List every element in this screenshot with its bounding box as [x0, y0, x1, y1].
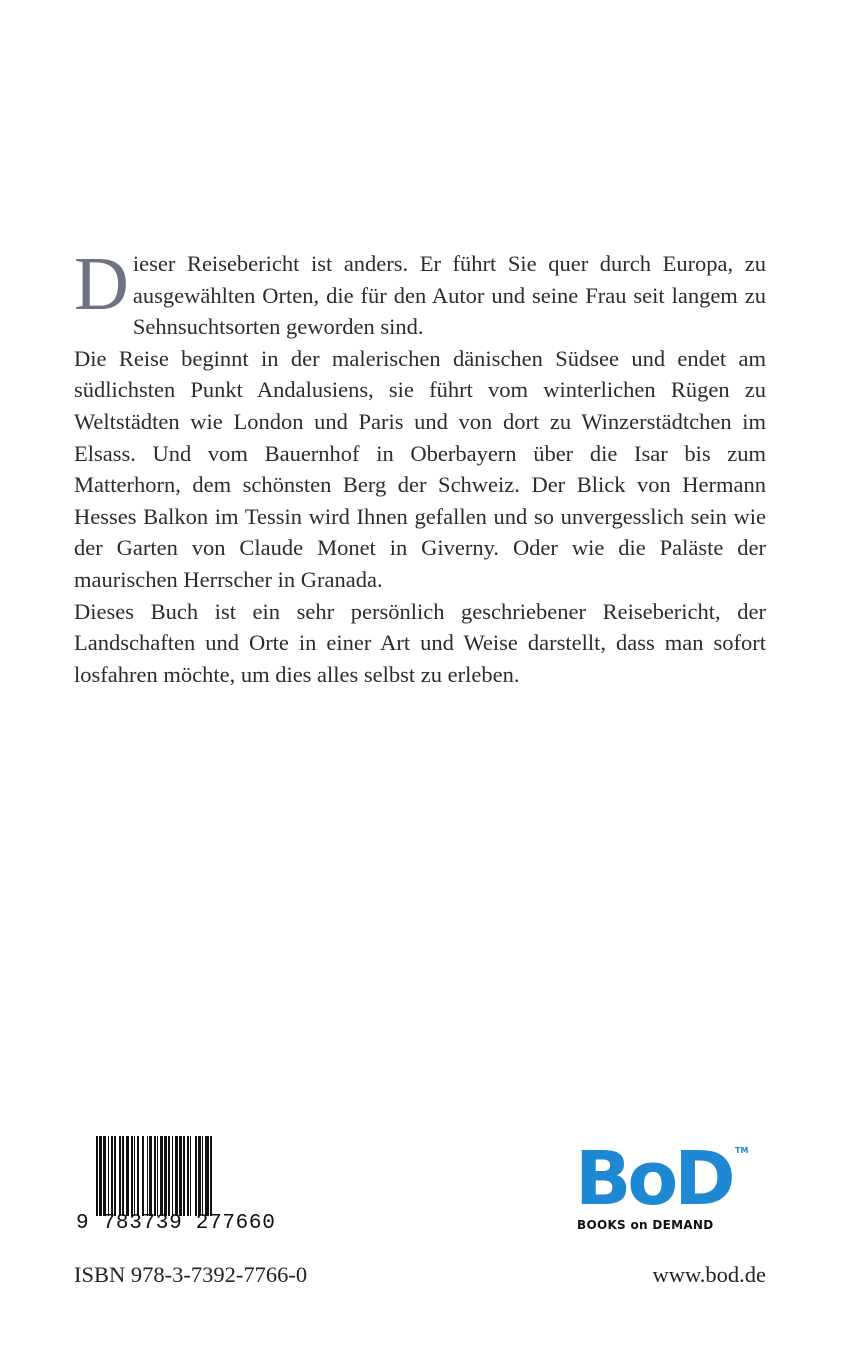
barcode-bar: [160, 1136, 162, 1216]
barcode-bar: [114, 1136, 115, 1216]
barcode-bar: [175, 1136, 177, 1216]
bod-logo: [575, 1136, 750, 1234]
barcode-bar: [195, 1136, 197, 1216]
barcode-bar: [142, 1136, 144, 1216]
blurb-paragraph-1: [74, 242, 766, 343]
barcode-bar: [126, 1136, 129, 1216]
barcode-bar: [154, 1136, 156, 1216]
barcode-bar: [134, 1136, 135, 1216]
barcode-bar: [96, 1136, 98, 1216]
barcode-bar: [99, 1136, 101, 1216]
publisher-url: www.bod.de: [652, 1262, 766, 1287]
drop-cap: D: [74, 242, 129, 326]
blurb-paragraph-3: Dieses Buch ist ein sehr persönlich geschriebener Reisebericht, der Landschaften und Orte in einer Art und Weise darstellt, dass man sofort losfahren möchte, um dies alles selbst zu erleben.: [74, 598, 766, 687]
barcode-bar: [147, 1136, 148, 1216]
isbn-barcode: [76, 1136, 310, 1238]
barcode-bars: [96, 1136, 306, 1216]
paragraph-1-text: ieser Reisebericht ist anders. Er führt Sie quer durch Europa, zu ausgewählten Orten, die für den Autor und seine Frau seit langem zu Sehnsuchtsorten geworden sind.: [132, 251, 766, 340]
bod-logo-mark: BoD: [575, 1136, 732, 1222]
publisher-tagline: BOOKS on DEMAND: [577, 1218, 714, 1232]
barcode-bar: [179, 1136, 182, 1216]
barcode-bar: [149, 1136, 152, 1216]
barcode-bar: [164, 1136, 167, 1216]
barcode-bar: [190, 1136, 191, 1216]
barcode-bar: [122, 1136, 123, 1216]
barcode-bar: [183, 1136, 184, 1216]
barcode-bar: [205, 1136, 208, 1216]
barcode-bar: [172, 1136, 173, 1216]
back-cover-blurb: [74, 242, 766, 690]
isbn-number: ISBN 978-3-7392-7766-0: [74, 1262, 308, 1287]
trademark-symbol: TM: [735, 1146, 749, 1155]
barcode-bar: [168, 1136, 169, 1216]
barcode-bar: [202, 1136, 203, 1216]
barcode-bar: [210, 1136, 212, 1216]
blurb-paragraph-2: Die Reise beginnt in der malerischen dänischen Südsee und endet am südlichsten Punkt Andalusiens, sie führt vom winterlichen Rügen zu Weltstädten wie London und Paris und von dort zu Winzerstädtchen im Elsass. Und vom Bauernhof in Oberbayern über die Isar bis zum Matterhorn, dem schönsten Berg der Schweiz. Der Blick von Hermann Hesses Balkon im Tessin wird Ihnen gefallen und so unvergesslich sein wie der Garten von Claude Monet in Giverny. Oder wie die Paläste der maurischen Herrscher in Granada.: [74, 345, 766, 592]
barcode-bar: [187, 1136, 189, 1216]
barcode-digits: 9 783739 277660: [76, 1212, 276, 1235]
barcode-bar: [157, 1136, 158, 1216]
barcode-bar: [111, 1136, 113, 1216]
barcode-bar: [119, 1136, 121, 1216]
barcode-bar: [108, 1136, 109, 1216]
barcode-bar: [137, 1136, 138, 1216]
barcode-bar: [131, 1136, 133, 1216]
barcode-bar: [103, 1136, 106, 1216]
barcode-bar: [198, 1136, 200, 1216]
